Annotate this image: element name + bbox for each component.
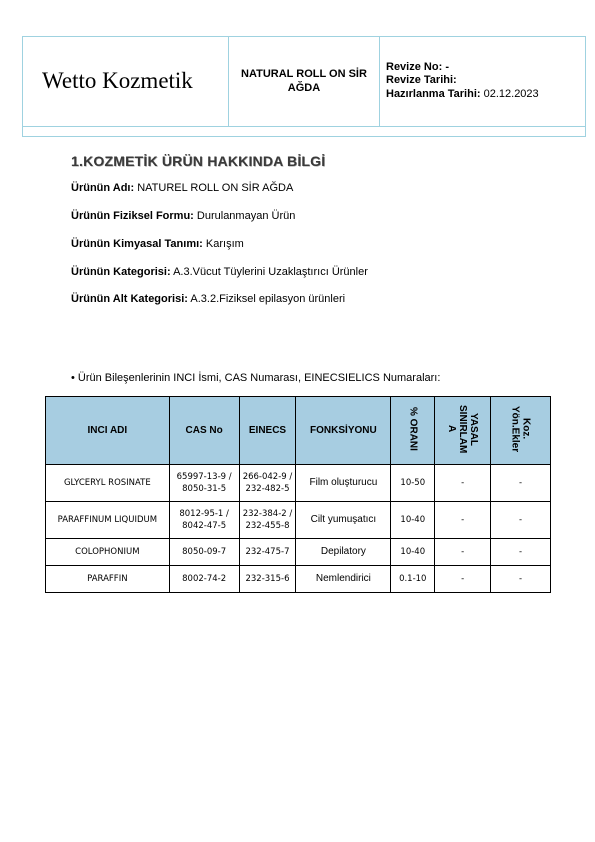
table-row: [46, 502, 551, 539]
ingredients-table: [45, 396, 551, 593]
cell-inci: COLOPHONIUM: [46, 539, 170, 566]
info-row-chemical: [71, 238, 244, 250]
table-row: [46, 539, 551, 566]
product-title-line2: AĞDA: [287, 82, 321, 94]
info-value: Karışım: [205, 238, 244, 250]
info-row-category: [71, 266, 368, 278]
cell-legal: -: [435, 465, 491, 502]
info-label: Ürünün Kimyasal Tanımı:: [71, 238, 203, 250]
cell-cas: 65997-13-9 / 8050-31-5: [169, 465, 239, 502]
cell-inci: GLYCERYL ROSINATE: [46, 465, 170, 502]
col-header-einecs: EINECS: [239, 397, 296, 465]
legal-header-line1: YASAL: [468, 412, 480, 446]
revision-no: [386, 61, 449, 75]
cell-koz: -: [491, 465, 551, 502]
table-row: [46, 566, 551, 593]
col-header-legal: [435, 397, 491, 465]
revision-no-label: Revize No:: [386, 60, 443, 73]
prepared-date-label: Hazırlanma Tarihi:: [386, 87, 481, 100]
info-label: Ürünün Fiziksel Formu:: [71, 210, 194, 222]
koz-header-line1: Koz.: [520, 418, 532, 440]
prepared-date-value: 02.12.2023: [483, 87, 539, 100]
revision-no-value: -: [445, 60, 449, 73]
ingredients-intro: • Ürün Bileşenlerinin INCI İsmi, CAS Numarası, EINECSIELICS Numaraları:: [71, 372, 441, 384]
cell-cas: 8012-95-1 / 8042-47-5: [169, 502, 239, 539]
cell-ratio: 0.1-10: [391, 566, 435, 593]
info-label: Ürünün Kategorisi:: [71, 266, 171, 278]
koz-header-line2: Yön.Ekler: [509, 405, 521, 453]
info-row-form: [71, 210, 295, 222]
revision-date: [386, 74, 457, 88]
product-title: [229, 36, 380, 126]
cell-ratio: 10-40: [391, 502, 435, 539]
cell-function: Nemlendirici: [296, 566, 391, 593]
koz-header-text: [510, 406, 532, 452]
col-header-function: FONKSİYONU: [296, 397, 391, 465]
info-label: Ürünün Alt Kategorisi:: [71, 293, 188, 305]
info-value: Durulanmayan Ürün: [196, 210, 296, 222]
ratio-header-text: % ORANI: [407, 407, 419, 451]
cell-legal: -: [435, 502, 491, 539]
cell-cas: 8002-74-2: [169, 566, 239, 593]
col-header-cas: CAS No: [169, 397, 239, 465]
revision-date-label: Revize Tarihi:: [386, 74, 457, 87]
info-label: Ürünün Adı:: [71, 182, 135, 194]
cell-einecs: 232-315-6: [239, 566, 296, 593]
cell-koz: -: [491, 566, 551, 593]
cell-ratio: 10-50: [391, 465, 435, 502]
cell-legal: -: [435, 539, 491, 566]
table-header-row: [46, 397, 551, 465]
info-row-name: [71, 182, 293, 194]
info-row-subcategory: [71, 293, 345, 305]
legal-header-line2: SINIRLAM: [457, 404, 469, 454]
cell-inci: PARAFFINUM LIQUIDUM: [46, 502, 170, 539]
company-name: Wetto Kozmetik: [22, 36, 229, 126]
cell-einecs: 266-042-9 / 232-482-5: [239, 465, 296, 502]
document-header: [22, 36, 586, 127]
cell-einecs: 232-475-7: [239, 539, 296, 566]
section-title: 1.KOZMETİK ÜRÜN HAKKINDA BİLGİ: [71, 153, 326, 169]
col-header-inci: INCI ADI: [46, 397, 170, 465]
col-header-koz: [491, 397, 551, 465]
cell-function: Cilt yumuşatıcı: [296, 502, 391, 539]
legal-header-text: [446, 405, 479, 453]
info-value: A.3.Vücut Tüylerini Uzaklaştırıcı Ürünler: [173, 266, 368, 278]
col-header-ratio: [391, 397, 435, 465]
legal-header-line3: A: [446, 425, 458, 433]
cell-einecs: 232-384-2 / 232-455-8: [239, 502, 296, 539]
cell-koz: -: [491, 539, 551, 566]
info-value: A.3.2.Fiziksel epilasyon ürünleri: [190, 293, 346, 305]
cell-legal: -: [435, 566, 491, 593]
cell-cas: 8050-09-7: [169, 539, 239, 566]
cell-ratio: 10-40: [391, 539, 435, 566]
info-value: NATUREL ROLL ON SİR AĞDA: [137, 182, 294, 194]
product-title-line1: NATURAL ROLL ON SİR: [241, 68, 367, 80]
cell-koz: -: [491, 502, 551, 539]
cell-function: Depilatory: [296, 539, 391, 566]
cell-function: Film oluşturucu: [296, 465, 391, 502]
cell-inci: PARAFFIN: [46, 566, 170, 593]
revision-info: [380, 36, 586, 126]
prepared-date: [386, 88, 539, 102]
table-row: [46, 465, 551, 502]
